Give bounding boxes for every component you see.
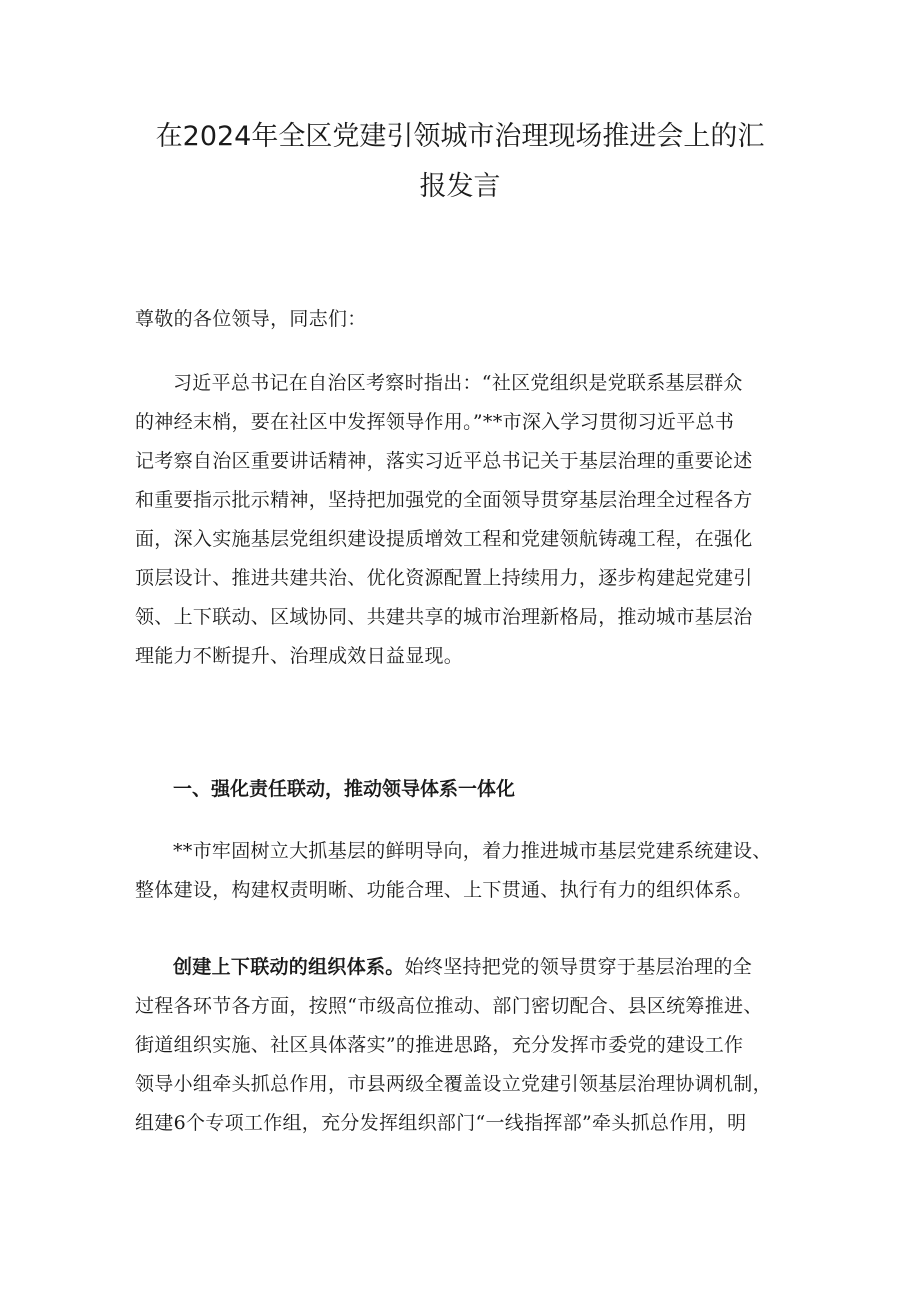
intro-line: 和重要指示批示精神，坚持把加强党的全面领导贯穿基层治理全过程各方 (135, 489, 753, 511)
title-line-1: 在2024年全区党建引领城市治理现场推进会上的汇 (155, 121, 765, 152)
intro-line: 习近平总书记在自治区考察时指出：“社区党组织是党联系基层群众 (173, 372, 743, 394)
subsection-1-line: 过程各环节各方面，按照“市级高位推动、部门密切配合、县区统筹推进、 (135, 995, 763, 1017)
section-1-line: 整体建设，构建权责明晰、功能合理、上下贯通、执行有力的组织体系。 (135, 879, 753, 901)
intro-line: 面，深入实施基层党组织建设提质增效工程和党建领航铸魂工程，在强化 (135, 528, 753, 550)
intro-line: 记考察自治区重要讲话精神，落实习近平总书记关于基层治理的重要论述 (135, 450, 753, 472)
subsection-1-line: 街道组织实施、社区具体落实”的推进思路，充分发挥市委党的建设工作 (135, 1034, 744, 1056)
subsection-1-line: 领导小组牵头抓总作用，市县两级全覆盖设立党建引领基层治理协调机制， (135, 1073, 772, 1095)
document-title (120, 112, 800, 212)
section-1-heading: 一、强化责任联动，推动领导体系一体化 (173, 778, 516, 800)
intro-line: 领、上下联动、区域协同、共建共享的城市治理新格局，推动城市基层治 (135, 606, 753, 628)
intro-paragraph (135, 364, 785, 676)
intro-line: 顶层设计、推进共建共治、优化资源配置上持续用力，逐步构建起党建引 (135, 567, 753, 589)
intro-line: 理能力不断提升、治理成效日益显现。 (135, 645, 464, 667)
section-1-line: **市牢固树立大抓基层的鲜明导向，着力推进城市基层党建系统建设、 (173, 840, 772, 862)
section-1-paragraph (135, 832, 785, 910)
title-line-2: 报发言 (419, 171, 501, 202)
subsection-1-paragraph (135, 948, 785, 1143)
subsection-1-first-line (135, 948, 785, 987)
subsection-1-lead: 创建上下联动的组织体系。 (173, 956, 405, 978)
salutation (135, 300, 785, 339)
intro-line: 的神经末梢，要在社区中发挥领导作用。”**市深入学习贯彻习近平总书 (135, 411, 735, 433)
salutation-text: 尊敬的各位领导，同志们： (135, 308, 367, 330)
subsection-1-line: 组建6个专项工作组，充分发挥组织部门“一线指挥部”牵头抓总作用，明 (135, 1112, 747, 1134)
subsection-1-first-rest: 始终坚持把党的领导贯穿于基层治理的全 (404, 956, 753, 978)
